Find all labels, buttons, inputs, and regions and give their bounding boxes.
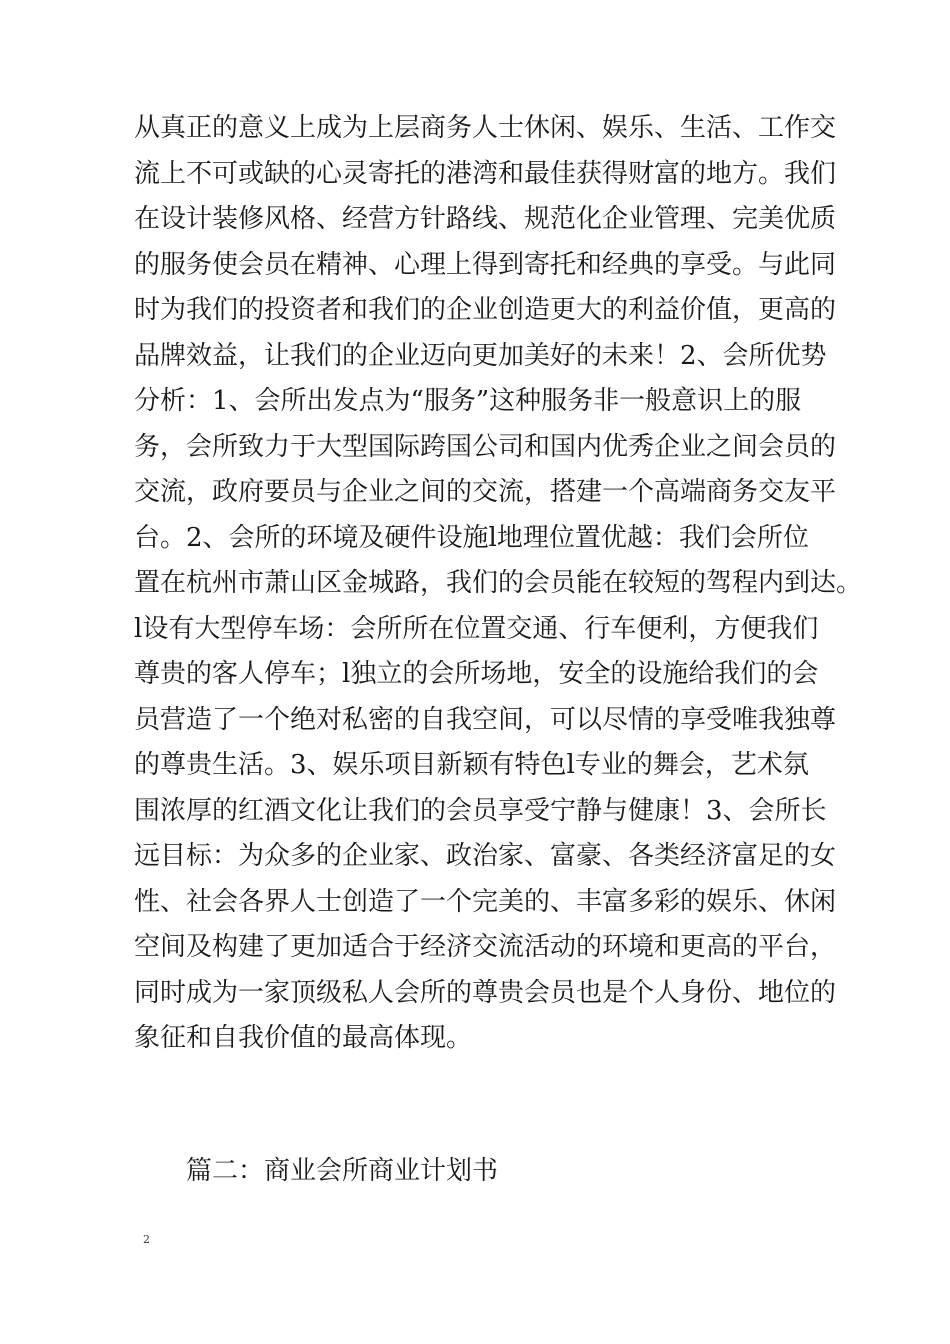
paragraph-line: l设有大型停车场：会所所在位置交通、行车便利，方便我们 — [134, 613, 819, 644]
paragraph-line: 置在杭州市萧山区金城路，我们的会员能在较短的驾程内到达。 — [134, 568, 863, 598]
section-title: 篇二：商业会所商业计划书 — [186, 1156, 499, 1186]
paragraph-line: 台。2、会所的环境及硬件设施l地理位置优越：我们会所位 — [134, 522, 809, 553]
paragraph-line: 流上不可或缺的心灵寄托的港湾和最佳获得财富的地方。我们 — [134, 158, 837, 189]
paragraph-line: 远目标：为众多的企业家、政治家、富豪、各类经济富足的女 — [134, 841, 837, 871]
paragraph-line: 在设计装修风格、经营方针路线、规范化企业管理、完美优质 — [134, 204, 837, 234]
paragraph-line: 分析：1、会所出发点为“服务”这种服务非一般意识上的服 — [134, 386, 802, 416]
paragraph-line: 务，会所致力于大型国际跨国公司和国内优秀企业之间会员的 — [134, 431, 837, 462]
paragraph-line: 象征和自我价值的最高体现。 — [134, 1023, 473, 1053]
body-paragraph — [134, 106, 863, 1062]
page-number: 2 — [143, 1233, 150, 1246]
paragraph-line: 品牌效益，让我们的企业迈向更加美好的未来！2、会所优势 — [134, 340, 827, 371]
paragraph-line: 围浓厚的红酒文化让我们的会员享受宁静与健康！3、会所长 — [134, 795, 827, 826]
paragraph-line: 交流，政府要员与企业之间的交流，搭建一个高端商务交友平 — [134, 477, 837, 507]
paragraph-line: 空间及构建了更加适合于经济交流活动的环境和更高的平台， — [134, 932, 837, 962]
paragraph-line: 性、社会各界人士创造了一个完美的、丰富多彩的娱乐、休闲 — [134, 886, 837, 917]
paragraph-line: 从真正的意义上成为上层商务人士休闲、娱乐、生活、工作交 — [134, 113, 837, 143]
paragraph-line: 员营造了一个绝对私密的自我空间，可以尽情的享受唯我独尊 — [134, 704, 837, 735]
paragraph-line: 时为我们的投资者和我们的企业创造更大的利益价值，更高的 — [134, 295, 837, 325]
paragraph-line: 的服务使会员在精神、心理上得到寄托和经典的享受。与此同 — [134, 249, 837, 280]
paragraph-line: 尊贵的客人停车；l独立的会所场地，安全的设施给我们的会 — [134, 659, 819, 689]
paragraph-line: 同时成为一家顶级私人会所的尊贵会员也是个人身份、地位的 — [134, 977, 837, 1008]
paragraph-line: 的尊贵生活。3、娱乐项目新颖有特色l专业的舞会，艺术氛 — [134, 750, 809, 780]
